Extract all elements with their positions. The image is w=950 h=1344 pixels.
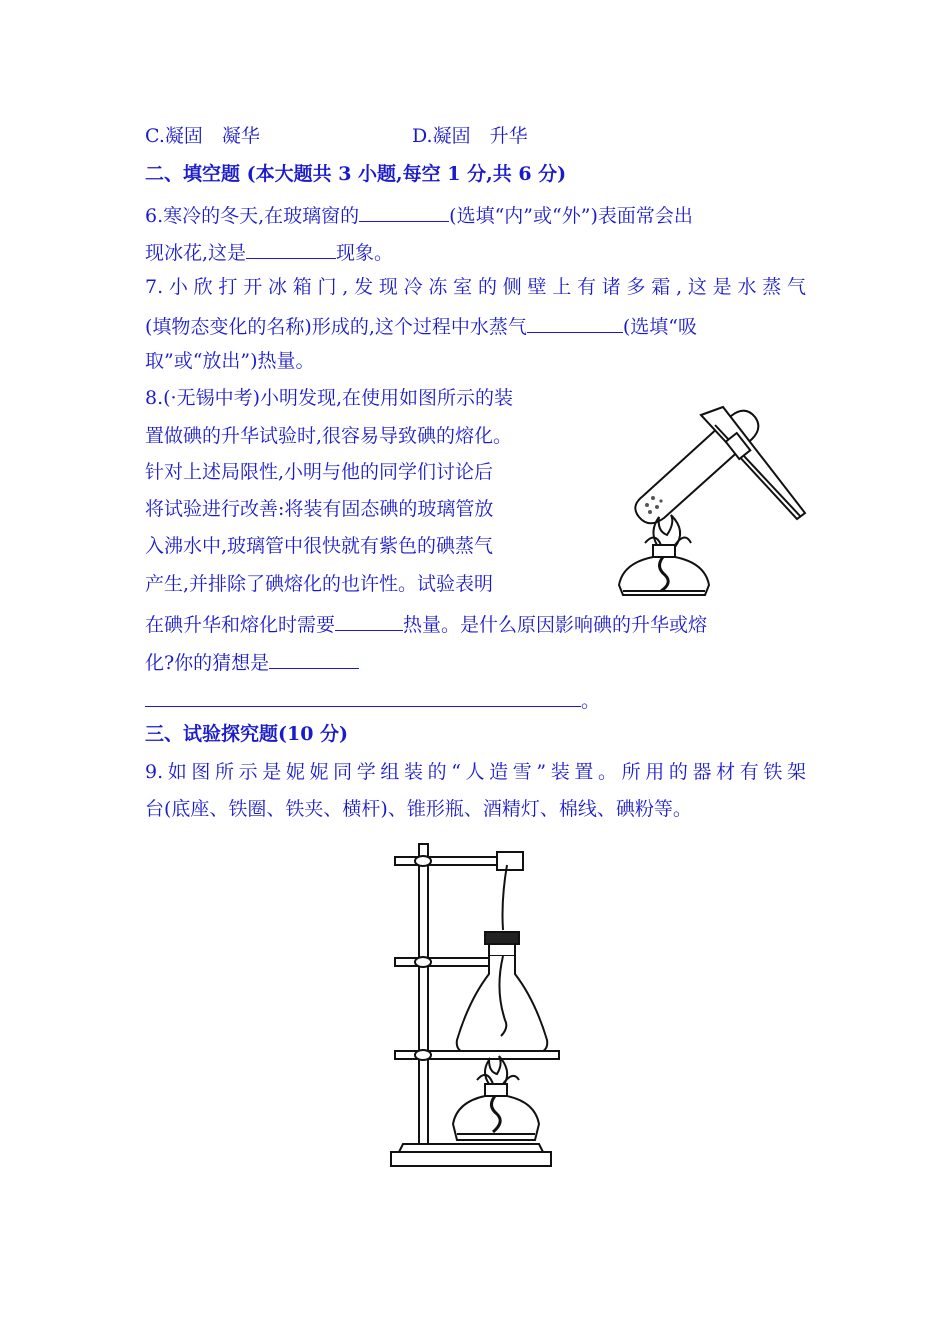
- q6-text-c: 现冰花,这是: [145, 242, 247, 264]
- q8-line8: [145, 648, 359, 675]
- q7-line3: 取”或“放出”)热量。: [145, 350, 315, 372]
- q9-line2: 台(底座、铁圈、铁夹、横杆)、锥形瓶、酒精灯、棉线、碘粉等。: [145, 798, 692, 820]
- q7-blank-1[interactable]: [527, 312, 623, 333]
- q8-line1: 8.(·无锡中考)小明发现,在使用如图所示的装: [145, 387, 514, 409]
- section2-heading: 二、填空题 (本大题共 3 小题,每空 1 分,共 6 分): [145, 163, 567, 185]
- q8-text-b: 热量。是什么原因影响碘的升华或熔: [403, 614, 708, 636]
- q8-blank-3[interactable]: [145, 686, 581, 707]
- q8-blank-1[interactable]: [335, 610, 403, 631]
- q6-text-b: (选填“内”或“外”)表面常会出: [449, 205, 693, 227]
- q7-text-b: (选填“吸: [622, 316, 698, 338]
- q8-text-c: 化?你的猜想是: [145, 652, 270, 674]
- q8-line9-end: 。: [581, 690, 601, 712]
- q8-line9: [145, 686, 600, 713]
- q7-line1: 7.小欣打开冰箱门,发现冷冻室的侧壁上有诸多霜,这是水蒸气: [145, 276, 806, 298]
- q8-line7: [145, 610, 707, 637]
- q8-line2: 置做碘的升华试验时,很容易导致碘的熔化。: [145, 425, 513, 447]
- q8-line3: 针对上述局限性,小明与他的同学们讨论后: [145, 461, 494, 483]
- iodine-snow-apparatus-figure: [385, 840, 565, 1175]
- option-d: D.凝固 升华: [412, 125, 528, 147]
- q9-line1: 9.如图所示是妮妮同学组装的“人造雪”装置。所用的器材有铁架: [145, 761, 806, 783]
- q8-blank-2[interactable]: [269, 648, 359, 669]
- section3-heading: 三、试验探究题(10 分): [145, 723, 349, 745]
- option-c: C.凝固 凝华: [145, 125, 260, 147]
- q6-blank-1[interactable]: [359, 201, 449, 222]
- q8-line4: 将试验进行改善:将装有固态碘的玻璃管放: [145, 498, 494, 520]
- q8-text-a: 在碘升华和熔化时需要: [145, 614, 336, 636]
- q8-line6: 产生,并排除了碘熔化的也许性。试验表明: [145, 573, 494, 595]
- test-tube-heating-figure: [605, 395, 815, 605]
- q6-text-d: 现象。: [336, 242, 394, 264]
- q6-text-a: 6.寒冷的冬天,在玻璃窗的: [145, 205, 360, 227]
- q7-line2: [145, 312, 697, 339]
- q7-text-a: (填物态变化的名称)形成的,这个过程中水蒸气: [145, 316, 527, 338]
- q6-line2: [145, 238, 393, 265]
- q6-blank-2[interactable]: [246, 238, 336, 259]
- q6-line1: [145, 201, 693, 228]
- q8-line5: 入沸水中,玻璃管中很快就有紫色的碘蒸气: [145, 535, 494, 557]
